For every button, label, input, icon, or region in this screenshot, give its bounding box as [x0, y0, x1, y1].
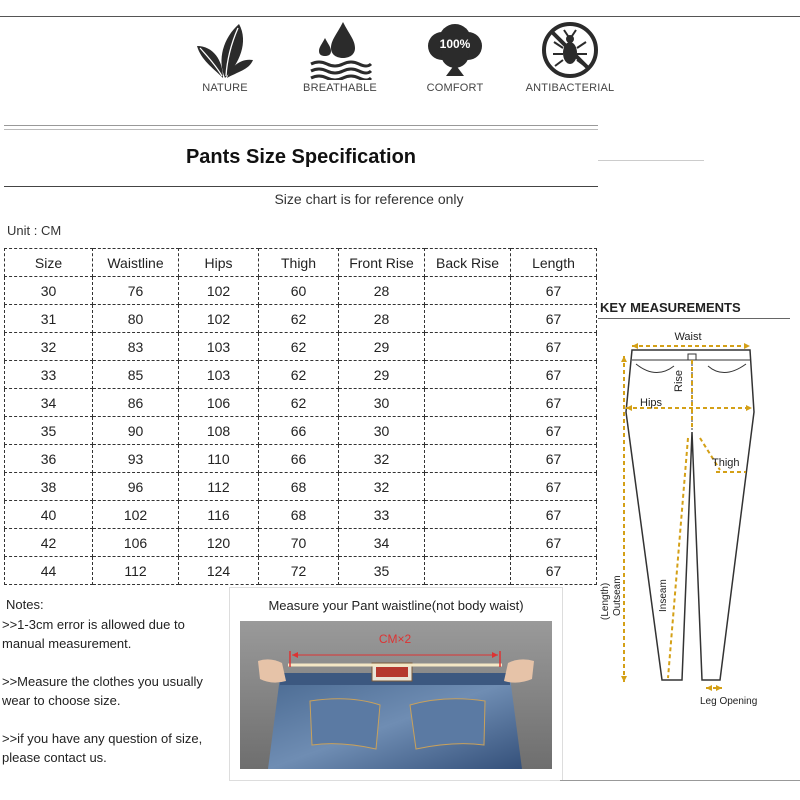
table-cell: 44	[5, 557, 93, 585]
table-row	[5, 333, 597, 361]
table-cell: 102	[179, 305, 259, 333]
table-cell: 110	[179, 445, 259, 473]
table-header-cell: Front Rise	[339, 249, 425, 277]
table-cell	[425, 305, 511, 333]
note-item: >>Measure the clothes you usually wear to choose size.	[2, 674, 203, 708]
feature-nature	[170, 20, 280, 94]
thigh-label: Thigh	[712, 457, 740, 469]
table-cell: 32	[339, 473, 425, 501]
table-cell: 42	[5, 529, 93, 557]
length-label: (Length)	[600, 582, 611, 620]
table-cell: 30	[5, 277, 93, 305]
table-row	[5, 361, 597, 389]
table-row	[5, 277, 597, 305]
table-cell	[425, 277, 511, 305]
table-cell: 34	[5, 389, 93, 417]
table-header-cell: Hips	[179, 249, 259, 277]
table-cell	[425, 361, 511, 389]
table-cell: 67	[511, 361, 597, 389]
table-cell: 103	[179, 333, 259, 361]
table-cell: 67	[511, 305, 597, 333]
table-cell: 31	[5, 305, 93, 333]
jeans-photo	[240, 621, 552, 769]
inseam-label: Inseam	[658, 579, 669, 612]
feature-breathable	[285, 20, 395, 94]
table-cell: 102	[93, 501, 179, 529]
notes-heading: Notes:	[6, 597, 44, 612]
table-cell: 66	[259, 445, 339, 473]
table-cell: 67	[511, 501, 597, 529]
table-cell: 96	[93, 473, 179, 501]
measure-heading: Measure your Pant waistline(not body waist)	[268, 598, 524, 613]
table-cell: 67	[511, 473, 597, 501]
table-cell: 62	[259, 389, 339, 417]
table-header-cell: Back Rise	[425, 249, 511, 277]
table-cell: 70	[259, 529, 339, 557]
table-row	[5, 529, 597, 557]
table-row	[5, 445, 597, 473]
table-cell	[425, 501, 511, 529]
table-row	[5, 557, 597, 585]
table-cell: 67	[511, 417, 597, 445]
outseam-label: Outseam	[612, 575, 623, 616]
table-cell: 67	[511, 277, 597, 305]
waist-label: Waist	[674, 331, 702, 343]
table-cell: 35	[5, 417, 93, 445]
rise-label: Rise	[673, 369, 685, 392]
table-cell: 67	[511, 389, 597, 417]
table-cell: 66	[259, 417, 339, 445]
table-cell: 60	[259, 277, 339, 305]
table-cell: 32	[5, 333, 93, 361]
table-cell: 67	[511, 445, 597, 473]
cotton-icon	[420, 20, 490, 80]
table-cell: 62	[259, 333, 339, 361]
page-subtitle: Size chart is for reference only	[274, 191, 464, 207]
table-cell: 67	[511, 529, 597, 557]
table-cell: 93	[93, 445, 179, 473]
section-divider-right	[598, 160, 704, 161]
key-measurements-underline	[598, 318, 790, 319]
top-border	[0, 16, 800, 17]
page-title: Pants Size Specification	[185, 146, 417, 168]
section-divider	[4, 125, 598, 130]
table-cell	[425, 445, 511, 473]
feature-antibacterial-label: ANTIBACTERIAL	[525, 82, 615, 94]
table-cell: 34	[339, 529, 425, 557]
table-cell: 33	[339, 501, 425, 529]
table-cell: 30	[339, 389, 425, 417]
table-cell: 35	[339, 557, 425, 585]
table-header-row	[5, 249, 597, 277]
table-cell	[425, 557, 511, 585]
table-header-cell: Thigh	[259, 249, 339, 277]
table-cell: 116	[179, 501, 259, 529]
table-cell: 28	[339, 277, 425, 305]
table-cell: 29	[339, 361, 425, 389]
feature-nature-label: NATURE	[202, 82, 248, 94]
table-cell	[425, 389, 511, 417]
table-cell	[425, 333, 511, 361]
measure-waistline-box	[229, 587, 563, 781]
table-cell: 112	[93, 557, 179, 585]
pants-diagram	[596, 320, 796, 720]
table-row	[5, 417, 597, 445]
feature-icons	[150, 20, 650, 100]
table-cell	[425, 529, 511, 557]
table-cell	[425, 473, 511, 501]
table-cell: 106	[93, 529, 179, 557]
table-cell: 103	[179, 361, 259, 389]
table-cell: 106	[179, 389, 259, 417]
table-cell: 124	[179, 557, 259, 585]
table-row	[5, 473, 597, 501]
hips-label: Hips	[640, 397, 663, 409]
water-drops-icon	[305, 20, 375, 80]
table-cell: 90	[93, 417, 179, 445]
table-cell: 28	[339, 305, 425, 333]
table-cell: 85	[93, 361, 179, 389]
table-header-cell: Length	[511, 249, 597, 277]
table-cell: 102	[179, 277, 259, 305]
table-cell: 30	[339, 417, 425, 445]
table-cell: 38	[5, 473, 93, 501]
unit-label: Unit : CM	[7, 223, 62, 238]
table-cell: 86	[93, 389, 179, 417]
table-row	[5, 389, 597, 417]
table-cell: 62	[259, 361, 339, 389]
table-cell: 68	[259, 473, 339, 501]
feature-antibacterial	[515, 20, 625, 94]
table-row	[5, 501, 597, 529]
no-bug-icon	[540, 20, 600, 80]
table-cell: 120	[179, 529, 259, 557]
leaves-icon	[195, 20, 255, 80]
table-cell: 72	[259, 557, 339, 585]
table-cell: 33	[5, 361, 93, 389]
table-cell: 108	[179, 417, 259, 445]
feature-breathable-label: BREATHABLE	[303, 82, 377, 94]
table-cell: 32	[339, 445, 425, 473]
table-cell: 62	[259, 305, 339, 333]
table-cell: 29	[339, 333, 425, 361]
bottom-border	[560, 780, 800, 781]
notes-section	[0, 587, 228, 777]
title-underline	[4, 186, 598, 187]
table-cell: 67	[511, 557, 597, 585]
table-cell: 40	[5, 501, 93, 529]
table-cell: 112	[179, 473, 259, 501]
waist-measure-label: CM×2	[378, 632, 412, 646]
note-item: >>if you have any question of size, please contact us.	[2, 731, 203, 765]
feature-comfort	[400, 20, 510, 94]
table-header-cell: Size	[5, 249, 93, 277]
key-measurements-title: KEY MEASUREMENTS	[600, 300, 741, 315]
leg-opening-label: Leg Opening	[700, 696, 758, 707]
table-cell: 83	[93, 333, 179, 361]
table-cell: 80	[93, 305, 179, 333]
feature-comfort-label: COMFORT	[426, 82, 484, 94]
size-table	[4, 248, 597, 585]
cotton-badge: 100%	[439, 37, 471, 51]
note-item: >>1-3cm error is allowed due to manual measurement.	[2, 617, 185, 651]
table-cell: 36	[5, 445, 93, 473]
table-row	[5, 305, 597, 333]
table-header-cell: Waistline	[93, 249, 179, 277]
table-cell: 68	[259, 501, 339, 529]
table-cell	[425, 417, 511, 445]
table-cell: 67	[511, 333, 597, 361]
table-cell: 76	[93, 277, 179, 305]
